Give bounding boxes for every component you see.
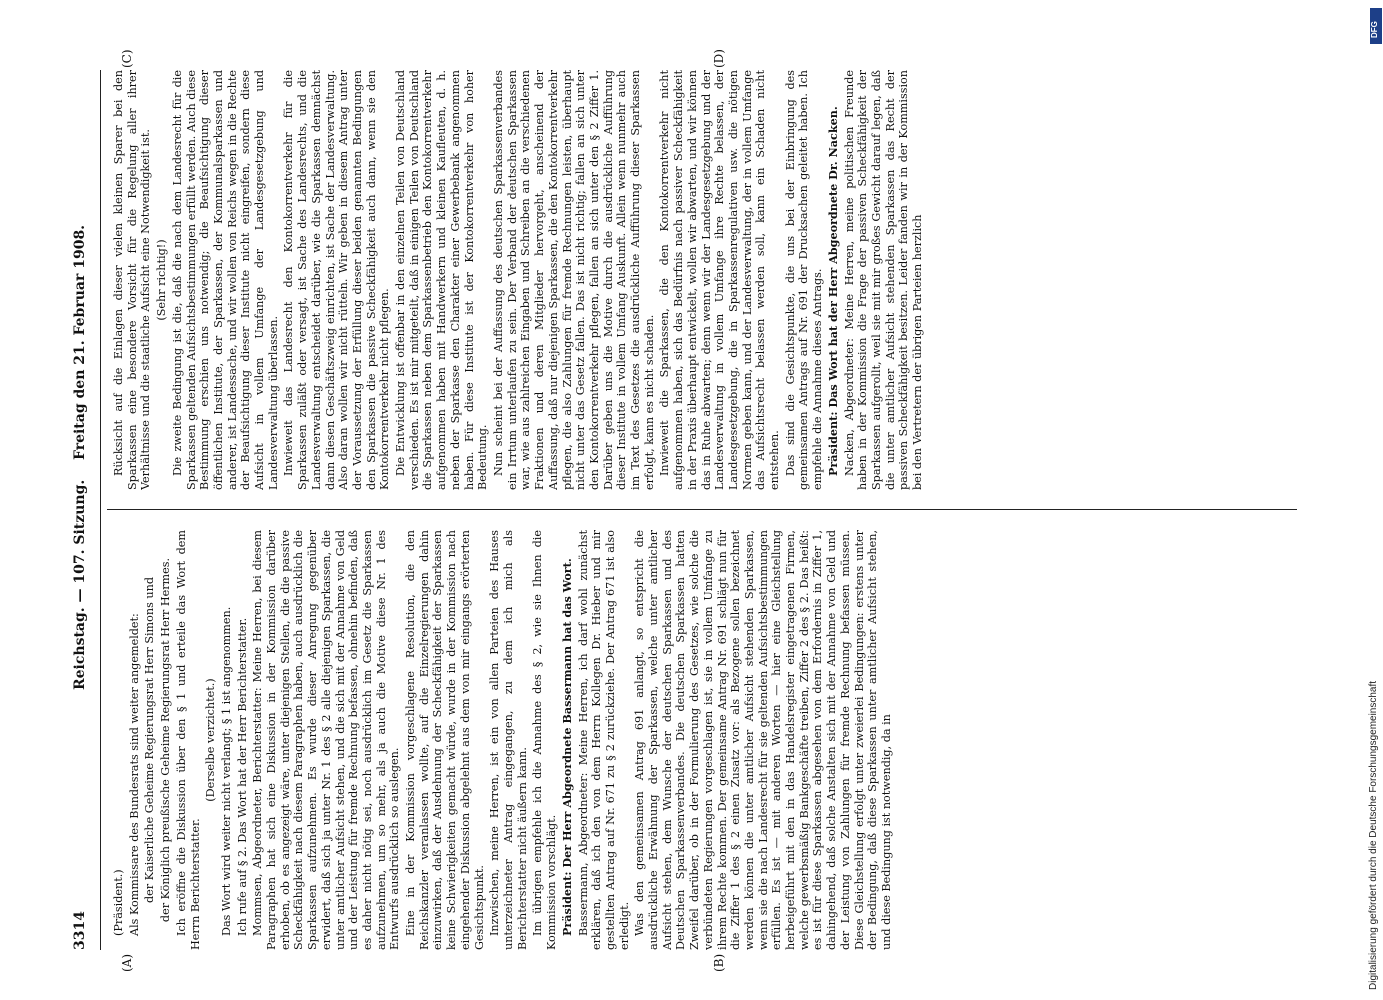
credit-text: Digitalisierung gefördert durch die Deutsche Forschungsgemeinschaft [1368,680,1379,990]
left-running-title: Reichstag. — 107. Sitzung. [72,479,88,690]
margin-mark-c: (C) [120,49,134,68]
dfg-logo: DFG [1370,8,1382,44]
president-line: Präsident: Der Herr Abgeordnete Bassermann hat das Wort. [559,558,574,936]
paragraph: Als Kommissare des Bundesrats sind weiter angemeldet: [127,613,141,936]
president-line: Präsident: Das Wort hat der Herr Abgeordnete Dr. Nacken. [825,106,840,476]
paragraph: Eine in der Kommission vorgeschlagene Resolution, die den Reichskanzler veranlassen wollte, auf die Einzelregierungen dahin einzuwirken, daß der Ausdehnung der Scheckfähigkeit der Sparkassen keine Schwierigkeiten gemacht würde, wurde in der Kommission nach eingehender Diskussion abgelehnt aus dem von mir eingangs erörterten Gesichtspunkt. [404,530,486,950]
paragraph: Rücksicht auf die Einlagen dieser vielen kleinen Sparer bei den Sparkassen eine besondere Vorsicht für die Regelung aller ihrer Verhältnisse und die staatliche Aufsicht eine Notwendigkeit ist. [112,70,153,490]
paragraph: Ich rufe auf § 2. Das Wort hat der Herr Berichterstatter. [235,617,249,936]
paragraph: (Derselbe verzichtet.) [204,678,218,802]
margin-mark-a: (A) [120,953,134,972]
right-text-column [112,70,1292,490]
margin-mark-d: (D) [712,49,726,68]
paragraph: Inwieweit die Sparkassen, die den Kontokorrentverkehr nicht aufgenommen haben, sich das Bedürfnis nach passiver Scheckfähigkeit in der Praxis überhaupt entwickelt, wollen wir abwarten, und wir können das in Ruhe abwarten; denn wenn wir der Landesgesetzgebung und der Landesverwaltung in vollem Umfange ihre Rechte belassen, der Landesgesetzgebung, die in Sparkassenregulativen usw. die nötigen Normen geben kann, und der Landesverwaltung, der in vollem Umfange das Aufsichtsrecht belassen werden soll, kann ein Schaden nicht entstehen. [658,70,782,490]
paragraph: Die Entwicklung ist offenbar in den einzelnen Teilen von Deutschland verschieden. Es ist mir mitgeteilt, daß in einigen Teilen von Deutschland die Sparkassen neben dem Sparkassenbetrieb den Kontokorrentverkehr aufgenommen haben mit Handwerkern und kleinen Kaufleuten, d. h. neben der Sparkasse den Charakter einer Gewerbebank angenommen haben. Für diese Institute ist der Kontokorrentverkehr von hoher Bedeutung. [394,70,490,490]
speech-paragraph: Nacken, Abgeordneter: Meine Herren, meine politischen Freunde haben in der Kommission die Frage der passiven Scheckfähigkeit der Sparkassen aufgerollt, weil sie mit mir großes Gewicht darauf legen, daß die unter amtlicher Aufsicht stehenden Sparkassen das Recht der passiven Scheckfähigkeit besitzen. Leider fanden wir in der Kommission bei den Vertretern der übrigen Parteien herzlich [842,70,925,490]
paragraph: (Präsident.) [112,869,125,936]
speech-paragraph: Bassermann, Abgeordneter: Meine Herren, ich darf wohl zunächst erklären, daß ich den von dem Herrn Kollegen Dr. Hieber und mir gestellten Antrag auf Nr. 671 zu § 2 zurückziehe. Der Antrag 671 ist also erledigt. [576,530,631,950]
speech-paragraph: Mommsen, Abgeordneter, Berichterstatter: Meine Herren, bei diesem Paragraphen hat sich eine Diskussion in der Kommission darüber erhoben, ob es angezeigt wäre, unter diejenigen Stellen, die die passive Scheckfähigkeit nach diesem Paragraphen haben, auch ausdrücklich die Sparkassen aufzunehmen. Es wurde dieser Anregung gegenüber erwidert, daß sich ja unter Nr. 1 des § 2 alle diejenigen Sparkassen, die unter amtlicher Aufsicht stehen, und die sich mit der Annahme von Geld und der Leistung für fremde Rechnung befassen, ohnehin befinden, daß es daher nicht nötig sei, noch ausdrücklich im Gesetz die Sparkassen aufzunehmen, um so mehr, als ja auch die Motive diese Nr. 1 des Entwurfs ausdrücklich so auslegen. [251,530,402,950]
paragraph: der Königlich preußische Geheime Regierungsrat Herr Hermes. [159,557,173,923]
digitization-credit [1368,10,1382,990]
paragraph: Inzwischen, meine Herren, ist ein von allen Parteien des Hauses unterzeichneter Antrag eingegangen, zu dem ich mich als Berichterstatter nicht äußern kann. [488,530,529,950]
header-rule [100,70,101,950]
column-divider [107,509,1297,510]
rotated-page-content [72,49,1322,972]
paragraph: Im übrigen empfehle ich die Annahme des § 2, wie sie Ihnen die Kommission vorschlägt. [531,530,559,950]
paragraph: Inwieweit das Landesrecht den Kontokorrentverkehr für die Sparkassen zuläßt oder versagt, ist Sache des Landesrechts, und die Landesverwaltung entscheidet darüber, wie die Sparkassen demnächst dann diesen Geschäftszweig einrichten, ist Sache der Landesverwaltung. Also daran wollen wir nicht rütteln. Wir geben in diesem Antrag unter der Voraussetzung der Erfüllung dieser beiden genannten Bedingungen den Sparkassen die passive Scheckfähigkeit auch dann, wenn sie den Kontokorrentverkehr nicht pflegen. [282,70,392,490]
margin-mark-b: (B) [712,953,726,972]
paragraph: Die zweite Bedingung ist die, daß die nach dem Landesrecht für die Sparkassen geltenden Aufsichtsbestimmungen erfüllt werden. Auch diese Bestimmung erschien uns notwendig; die Beaufsichtigung dieser öffentlichen Institute, der Sparkassen, der Kommunalsparkassen und anderer, ist Landessache, und wir wollen von Reichs wegen in die Rechte der Beaufsichtigung dieser Institute nicht eingreifen, sondern diese Aufsicht in vollem Umfange der Landesgesetzgebung und Landesverwaltung überlassen. [170,70,280,490]
paragraph: der Kaiserliche Geheime Regierungsrat Herr Simons und [143,577,157,903]
paragraph: Nun scheint bei der Auffassung des deutschen Sparkassenverbandes ein Irrtum unterlaufen zu sein. Der Verband der deutschen Sparkassen war, wie aus zahlreichen Eingaben und Schreiben an die verschiedenen Fraktionen und deren Mitglieder hervorgeht, anscheinend der Auffassung, daß nur diejenigen Sparkassen, die den Kontokorrentverkehr pflegen, die also Zahlungen für fremde Rechnungen leisten, überhaupt nicht unter das Gesetz fallen. Das ist nicht richtig; fallen an sich unter den Kontokorrentverkehr pflegen, fallen an sich unter den § 2 Ziffer 1. Darüber geben uns die Motive durch die ausdrückliche Aufführung dieser Institute in vollem Umfang Auskunft. Allein wenn nunmehr auch im Text des Gesetzes die ausdrückliche Aufführung dieser Sparkassen erfolgt, kann es nicht schaden. [491,70,656,490]
right-running-title: Freitag den 21. Februar 1908. [72,224,88,460]
paragraph: Das sind die Gesichtspunkte, die uns bei der Einbringung des gemeinsamen Antrags auf Nr. 691 der Drucksachen geleitet haben. Ich empfehle die Annahme dieses Antrags. [783,70,825,490]
page-number: 3314 [72,911,88,950]
left-text-column [112,530,1292,950]
paragraph: (Sehr richtig!) [155,239,169,321]
paragraph: Das Wort wird weiter nicht verlangt; § 1 ist angenommen. [219,606,233,936]
paragraph: Was den gemeinsamen Antrag 691 anlangt, so entspricht die ausdrückliche Erwähnung der Sparkassen, welche unter amtlicher Aufsicht stehen, dem Wunsche der deutschen Sparkassen und des Deutschen Sparkassenverbandes. Die deutschen Sparkassen hatten Zweifel darüber, ob in der Formulierung des Gesetzes, wie solche die verbündeten Regierungen vorgeschlagen ist, sie in vollem Umfange zu ihrem Rechte kommen. Der gemeinsame Antrag Nr. 691 schlägt nun für die Ziffer 1 des § 2 einen Zusatz vor: als Bezogene sollen bezeichnet werden können die unter amtlicher Aufsicht stehenden Sparkassen, wenn sie die nach Landesrecht für sie geltenden Aufsichtsbestimmungen erfüllen. Es ist — mit anderen Worten — hier eine Gleichstellung herbeigeführt mit den in das Handelsregister eingetragenen Firmen, welche gewerbsmäßig Bankgeschäfte treiben, Ziffer 2 des § 2. Das heißt: es ist für diese Sparkassen abgesehen von dem Erfordernis in Ziffer 1, dahingehend, daß solche Anstalten sich mit der Annahme von Geld und der Leistung von Zahlungen für fremde Rechnung befassen müssen. Diese Gleichstellung erfolgt unter zweierlei Bedingungen: erstens unter der Bedingung, daß diese Sparkassen unter amtlicher Aufsicht stehen, und diese Bedingung ist notwendig, da in [633,530,893,950]
paragraph: Ich eröffne die Diskussion über den § 1 und erteile das Wort dem Herrn Berichterstatter. [174,530,202,950]
